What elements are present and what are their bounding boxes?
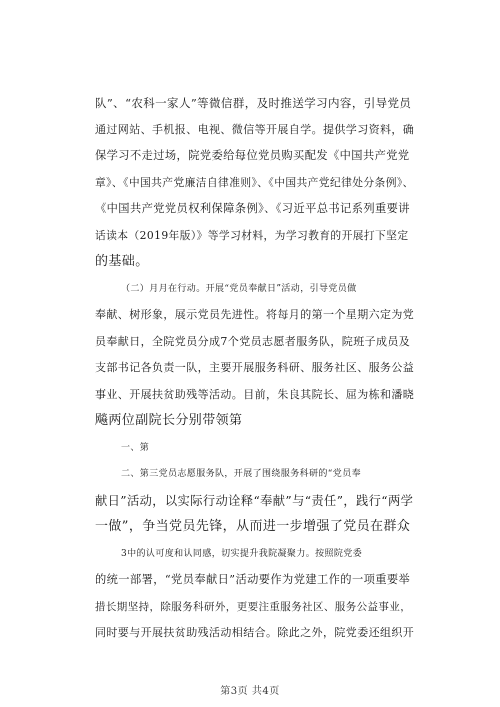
text-line: 一做”，争当党员先锋，从而进一步增强了党员在群众 (95, 519, 411, 534)
paragraph-first-line: （二）月月在行动。开展“党员奉献日”活动，引导党员做 (121, 284, 357, 294)
text-line: 同时要与开展扶贫助残活动相结合。除此之外，院党委还组织开 (95, 626, 415, 639)
text-line: 通过网站、手机报、电视、微信等开展自学。提供学习资料，确 (95, 123, 415, 136)
page-footer: 第3页 共4页 (220, 686, 280, 697)
text-line: 员奉献日，全院党员分成7个党员志愿者服务队，院班子成员及 (95, 335, 411, 348)
text-line: 《中国共产党党员权利保障条例》、《习近平总书记系列重要讲 (95, 202, 410, 215)
text-line: 飚两位副院长分别带领第 (95, 413, 243, 428)
text-line: 事业、开展扶贫助残等活动。目前，朱良其院长、屈为栋和潘晓 (95, 388, 415, 401)
text-line: 队”、“农科一家人”等微信群，及时推送学习内容，引导党员 (95, 96, 412, 110)
text-line: 章》、《中国共产党廉洁自律准则》、《中国共产党纪律处分条例》、 (95, 176, 414, 189)
text-line: 献日”活动，以实际行动诠释“奉献”与“责任”，践行“两学 (95, 494, 414, 508)
text-line: 支部书记各负责一队，主要开展服务科研、服务社区、服务公益 (95, 361, 415, 374)
paragraph-first-line: 二、第三党员志愿服务队，开展了围绕服务科研的“党员奉 (121, 469, 362, 479)
paragraph-first-line: 3中的认可度和认同感，切实提升我院凝聚力。按照院党委 (121, 549, 363, 559)
text-line: 奉献、树形象，展示党员先进性。将每月的第一个星期六定为党 (95, 308, 415, 321)
text-line: 的基础。 (95, 254, 149, 269)
text-line: 保学习不走过场，院党委给每位党员购买配发《中国共产党党 (95, 149, 410, 162)
text-line: 的统一部署，“党员奉献日”活动要作为党建工作的一项重要举 (95, 573, 411, 586)
text-line: 措长期坚持，除服务科研外，更要注重服务社区、服务公益事业， (95, 601, 412, 613)
paragraph-first-line: 一、第 (121, 443, 150, 453)
text-line: 话读本（2019年版）》等学习材料，为学习教育的开展打下坚定 (95, 229, 409, 242)
